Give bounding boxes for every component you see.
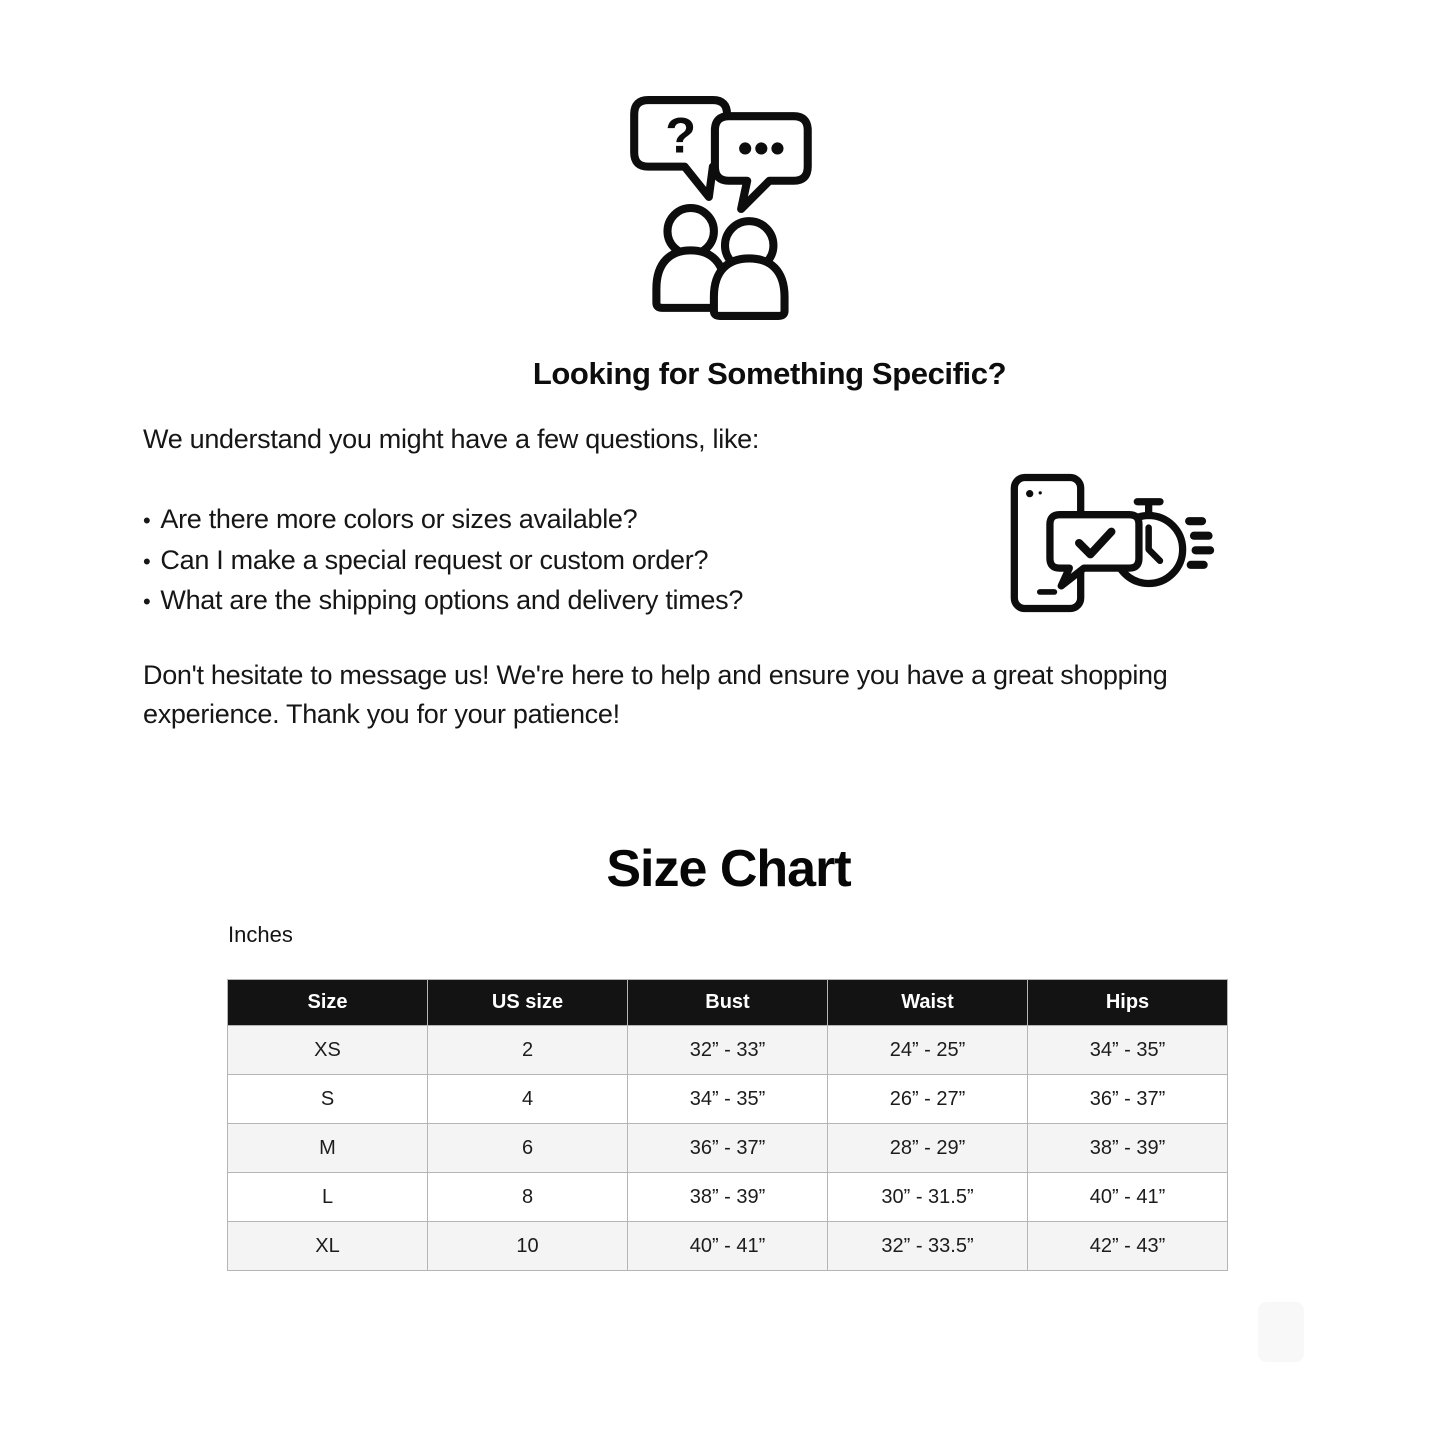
size-table-body xyxy=(228,1026,1228,1271)
table-cell: 10 xyxy=(428,1222,628,1271)
table-cell: 36” - 37” xyxy=(628,1124,828,1173)
table-cell: 42” - 43” xyxy=(1028,1222,1228,1271)
table-cell: L xyxy=(228,1173,428,1222)
table-cell: 30” - 31.5” xyxy=(828,1173,1028,1222)
table-cell: 34” - 35” xyxy=(1028,1026,1228,1075)
bullet-marker: • xyxy=(143,508,151,533)
question-glyph: ? xyxy=(665,106,697,164)
closing-text: Don't hesitate to message us! We're here to help and ensure you have a great shopping experience. Thank you for your patience! xyxy=(143,660,1168,729)
table-cell: 36” - 37” xyxy=(1028,1075,1228,1124)
phone-message-stopwatch-icon xyxy=(1003,468,1215,618)
lead-text: We understand you might have a few questions, like: xyxy=(143,424,760,454)
table-cell: 2 xyxy=(428,1026,628,1075)
table-cell: 40” - 41” xyxy=(1028,1173,1228,1222)
table-row xyxy=(228,1026,1228,1075)
size-chart-title: Size Chart xyxy=(606,840,851,898)
units-label: Inches xyxy=(228,922,293,947)
people-chat-icon xyxy=(626,94,824,320)
table-cell: 28” - 29” xyxy=(828,1124,1028,1173)
table-row xyxy=(228,1075,1228,1124)
size-table-header-cell: Hips xyxy=(1028,980,1228,1026)
table-row xyxy=(228,1124,1228,1173)
bullet-text: Are there more colors or sizes available? xyxy=(160,504,638,534)
table-cell: 6 xyxy=(428,1124,628,1173)
size-table-header-row xyxy=(228,980,1228,1026)
size-table-header-cell: Waist xyxy=(828,980,1028,1026)
size-table-header-cell: US size xyxy=(428,980,628,1026)
list-item xyxy=(143,581,743,622)
bullet-text: What are the shipping options and delivery times? xyxy=(160,585,744,616)
list-item xyxy=(143,500,743,541)
faq-bullet-list xyxy=(143,500,743,622)
page-title: Looking for Something Specific? xyxy=(532,356,1007,391)
bullet-marker: • xyxy=(143,548,151,574)
table-cell: 32” - 33.5” xyxy=(828,1222,1028,1271)
table-cell: 40” - 41” xyxy=(628,1222,828,1271)
table-cell: 34” - 35” xyxy=(628,1075,828,1124)
table-cell: XL xyxy=(228,1222,428,1271)
bullet-text: Can I make a special request or custom order? xyxy=(160,544,709,575)
table-cell: 4 xyxy=(428,1075,628,1124)
faint-watermark xyxy=(1258,1302,1304,1362)
table-cell: 32” - 33” xyxy=(628,1026,828,1075)
table-cell: 38” - 39” xyxy=(1028,1124,1228,1173)
table-row xyxy=(228,1173,1228,1222)
size-table-header-cell: Size xyxy=(228,980,428,1026)
size-chart-table xyxy=(227,979,1228,1271)
table-cell: 26” - 27” xyxy=(828,1075,1028,1124)
table-cell: S xyxy=(228,1075,428,1124)
table-row xyxy=(228,1222,1228,1271)
table-cell: XS xyxy=(228,1026,428,1075)
table-cell: 38” - 39” xyxy=(628,1173,828,1222)
table-cell: M xyxy=(228,1124,428,1173)
list-item xyxy=(143,541,743,582)
bullet-marker: • xyxy=(143,589,151,615)
size-table-header-cell: Bust xyxy=(628,980,828,1026)
table-cell: 8 xyxy=(428,1173,628,1222)
table-cell: 24” - 25” xyxy=(828,1026,1028,1075)
